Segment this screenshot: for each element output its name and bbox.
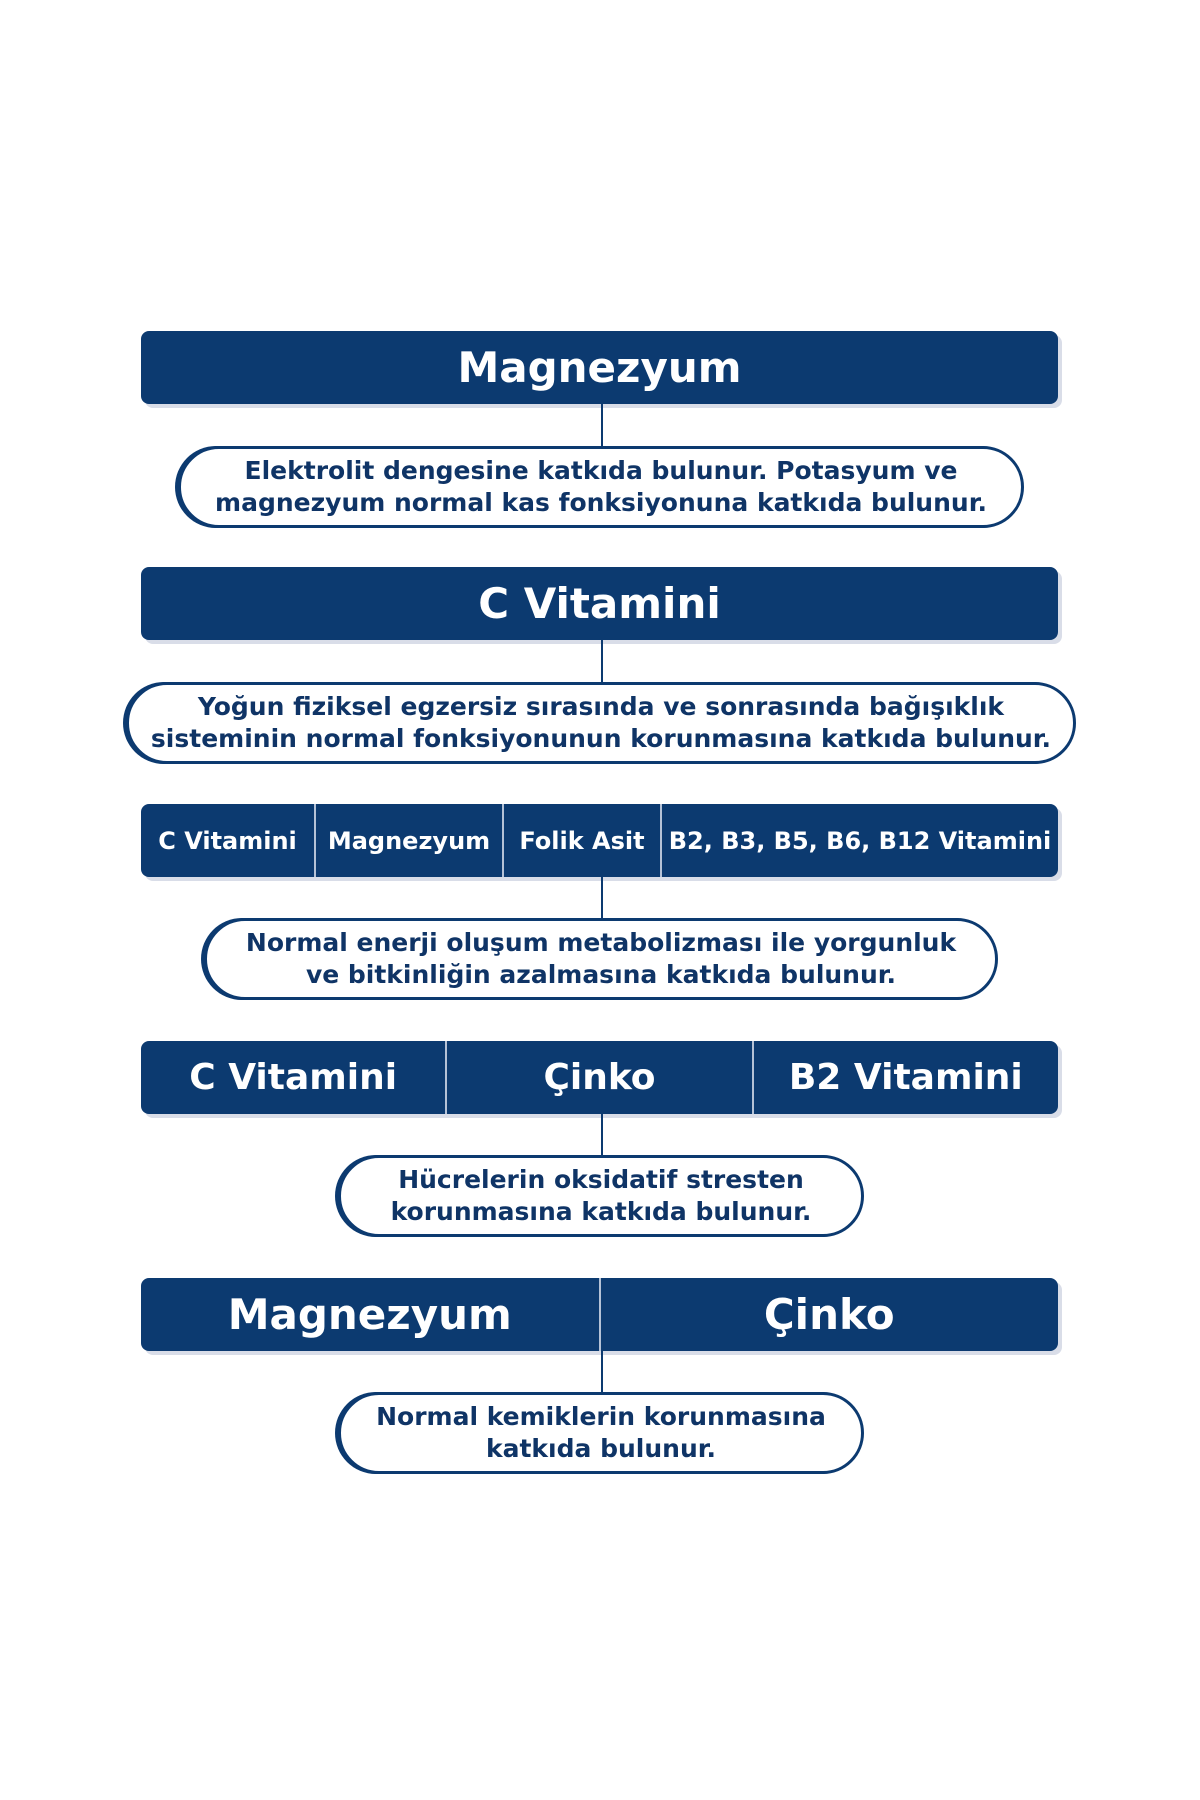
connector-line [601, 640, 603, 682]
description-line: Hücrelerin oksidatif stresten [398, 1164, 804, 1194]
header-label: B2, B3, B5, B6, B12 Vitamini [668, 826, 1052, 855]
description-line: magnezyum normal kas fonksiyonuna katkıda bulunur. [215, 488, 987, 517]
connector-line [601, 1114, 603, 1155]
header-label: Magnezyum [227, 1290, 512, 1339]
description-bubble [126, 682, 1076, 764]
header-label: Magnezyum [457, 343, 742, 392]
description-bubble [338, 1392, 864, 1474]
header-label: B2 Vitamini [788, 1057, 1023, 1098]
header-bones [141, 1278, 1058, 1351]
description-line: sisteminin normal fonksiyonunun korunmasına katkıda bulunur. [150, 724, 1052, 753]
header-label: Magnezyum [327, 826, 491, 855]
description-line: katkıda bulunur. [485, 1434, 716, 1463]
header-divider [314, 804, 316, 877]
header-label: C Vitamini [189, 1057, 398, 1098]
description-line: ve bitkinliğin azalmasına katkıda bulunur. [305, 960, 897, 989]
header-label: C Vitamini [158, 826, 297, 855]
header-multi-nutrients [141, 804, 1058, 877]
description-line: Normal enerji oluşum metabolizması ile yorgunluk [245, 927, 957, 957]
header-label: Folik Asit [519, 826, 645, 855]
connector-line [601, 1351, 603, 1392]
description-line: korunmasına katkıda bulunur. [390, 1197, 812, 1226]
description-bubble [338, 1155, 864, 1237]
header-divider [502, 804, 504, 877]
header-label: Çinko [763, 1290, 895, 1339]
header-divider [752, 1041, 754, 1114]
description-line: Normal kemiklerin korunmasına [376, 1401, 826, 1431]
header-label: Çinko [543, 1057, 656, 1098]
header-divider [445, 1041, 447, 1114]
header-magnezyum [141, 331, 1058, 404]
description-line: Yoğun fiziksel egzersiz sırasında ve sonrasında bağışıklık [197, 691, 1005, 721]
header-c-vitamini [141, 567, 1058, 640]
description-bubble [204, 918, 998, 1000]
connector-line [601, 877, 603, 918]
header-divider [660, 804, 662, 877]
header-antioxidants [141, 1041, 1058, 1114]
connector-line [601, 404, 603, 446]
description-line: Elektrolit dengesine katkıda bulunur. Potasyum ve [244, 455, 958, 485]
description-bubble [178, 446, 1024, 528]
header-divider [599, 1278, 601, 1351]
header-label: C Vitamini [478, 579, 721, 628]
